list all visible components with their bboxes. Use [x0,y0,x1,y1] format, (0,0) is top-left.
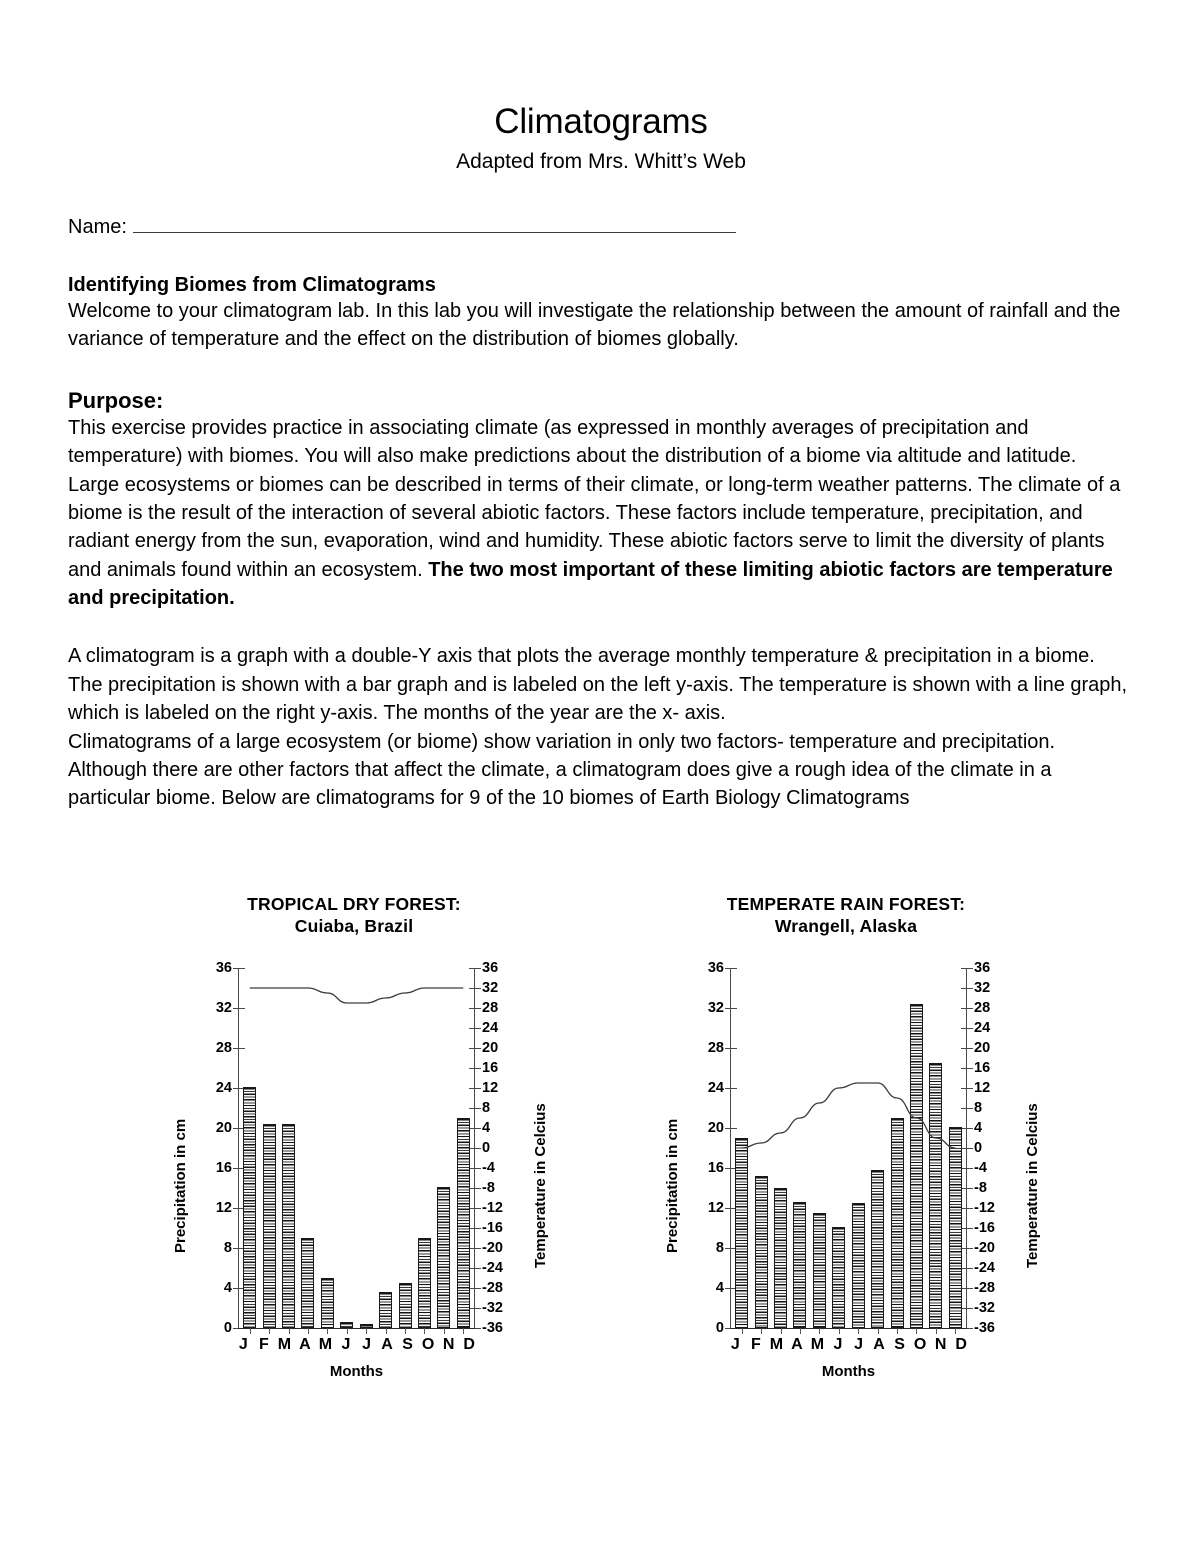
chart-1-left-axis-line [238,968,239,1328]
chart-2-x-tick [916,1328,917,1334]
chart-1-month-label: M [277,1335,292,1353]
purpose-paragraph-2-emphasis: The two most important of these limiting abiotic factors are temperature and precipitation. [68,558,1113,610]
name-label: Name: [68,215,127,238]
chart-1-month-label: A [299,1335,312,1353]
chart-1-x-tick [386,1328,387,1334]
chart-1-x-axis-label: Months [329,1362,384,1380]
chart-1-x-tick [269,1328,270,1334]
chart-2-month-label: N [934,1335,947,1353]
chart-2-plot-area [656,959,1041,1380]
chart-1-y2-tick: 12 [482,1079,499,1096]
chart-1-month-label: N [442,1335,455,1353]
chart-2-y2-tick: -24 [974,1259,995,1276]
name-field-row [68,216,1134,239]
chart-1-y2-tick: -28 [482,1279,503,1296]
chart-1-title [164,893,544,938]
chart-1-x-tick [250,1328,251,1334]
chart-2-y2-tick: -16 [974,1219,995,1236]
chart-1-title-line1: TROPICAL DRY FOREST: [247,894,461,914]
chart-1-x-tick [327,1328,328,1334]
chart-2-y-tick: 16 [707,1159,724,1176]
chart-1-y-tick: 0 [223,1319,232,1336]
chart-2-y-tick: 8 [715,1239,724,1256]
chart-1-x-tick [347,1328,348,1334]
chart-2-y2-tick: -8 [974,1179,987,1196]
chart-2-y2-tick: -36 [974,1319,995,1336]
chart-1-y2-tick: 36 [482,959,499,976]
chart-1-x-tick [366,1328,367,1334]
chart-1-y2-tick: -16 [482,1219,503,1236]
chart-2-month-label: S [894,1335,906,1353]
chart-2-x-tick [819,1328,820,1334]
chart-1-y2-axis-ticks [482,959,524,1336]
climatogram-definition-paragraph: A climatogram is a graph with a double-Y axis that plots the average monthly temperature & precipitation in a biome. The precipitation is shown with a bar graph and is labeled on the left y-axis. The temperature is shown with a line graph, which is labeled on the right y-axis. The months of the year are the x- axis. [68,645,1128,725]
chart-2-month-label: J [833,1335,843,1353]
chart-2-x-tick [761,1328,762,1334]
chart-1-y-tick: 32 [215,999,232,1016]
chart-1-y2-tick: -8 [482,1179,495,1196]
chart-2-y-tick: 32 [707,999,724,1016]
chart-2-title-line1: TEMPERATE RAIN FOREST: [726,894,966,914]
chart-2-y2-tick: -28 [974,1279,995,1296]
purpose-paragraph-2 [68,471,1134,613]
purpose-paragraph-1: This exercise provides practice in associating climate (as expressed in monthly averages of precipitation and temperature) with biomes. You will also make predictions about the distribution of a biome via altitude and latitude. [68,416,1077,468]
chart-1-y2-tick: 8 [482,1099,491,1116]
chart-2-y2-tick: 28 [974,999,991,1016]
chart-2-month-label: F [750,1335,762,1353]
chart-1-y2-tick: 16 [482,1059,499,1076]
chart-1-y2-tick: 24 [482,1019,499,1036]
chart-2-right-axis-line [966,968,967,1328]
chart-2-month-label: D [955,1335,968,1353]
chart-1-y-tick: 16 [215,1159,232,1176]
section-heading-identifying-biomes: Identifying Biomes from Climatograms [68,273,436,296]
chart-1-y2-tick: 0 [482,1139,491,1156]
chart-1-month-label: O [421,1335,435,1353]
chart-1-x-tick [424,1328,425,1334]
chart-1-y-tick: 4 [223,1279,232,1296]
chart-2-month-labels [726,1336,971,1354]
chart-1-x-tick [444,1328,445,1334]
chart-1-x-tick [308,1328,309,1334]
chart-1-right-axis-line [474,968,475,1328]
chart-1-y-tick: 24 [215,1079,232,1096]
climatogram-charts-row [0,893,1200,1380]
chart-1-y2-tick: 28 [482,999,499,1016]
chart-1-y2-tick: 32 [482,979,499,996]
chart-2-baseline [730,1328,967,1329]
chart-1-y-axis-ticks [190,959,232,1336]
page-subtitle: Adapted from Mrs. Whitt’s Web [456,149,746,173]
climatogram-variation-paragraph: Climatograms of a large ecosystem (or biome) show variation in only two factors- temperature and precipitation. Although there are other factors that affect the climate, a climatogram does give a rough idea of the climate in a particular biome. Below are climatograms for 9 of the 10 biomes of Earth Biology Climatograms [68,730,1056,810]
page-title: Climatograms [494,102,708,141]
chart-1-plot-area [164,959,549,1380]
chart-1-month-label: F [258,1335,270,1353]
chart-1-y2-tick: -20 [482,1239,503,1256]
chart-2-y2-tick: 4 [974,1119,983,1136]
chart-1-baseline [238,1328,475,1329]
chart-2-month-label: J [854,1335,864,1353]
chart-2-temperature-line [732,968,965,1328]
chart-2-y2-tick: 20 [974,1039,991,1056]
chart-1-x-tick [405,1328,406,1334]
chart-1-x-tick [289,1328,290,1334]
chart-2-y-axis-label: Precipitation in cm [664,1118,681,1253]
chart-1-y-tick: 8 [223,1239,232,1256]
chart-2-month-label: M [769,1335,784,1353]
chart-2-temperature-path [742,1083,956,1148]
chart-1-y-tick: 36 [215,959,232,976]
chart-1-temperature-line [240,968,473,1328]
chart-1-month-label: J [362,1335,372,1353]
chart-2-y-tick: 36 [707,959,724,976]
chart-2-y-tick: 20 [707,1119,724,1136]
chart-1-month-label: J [341,1335,351,1353]
chart-2-y-tick: 0 [715,1319,724,1336]
chart-1-y-tick: 12 [215,1199,232,1216]
chart-2-month-label: J [730,1335,741,1353]
chart-1-month-label: M [318,1335,333,1353]
chart-1-y2-tick: -24 [482,1259,503,1276]
chart-1-y-tick: 20 [215,1119,232,1136]
chart-2-x-axis-label: Months [821,1362,876,1380]
chart-2-y2-tick: 24 [974,1019,991,1036]
chart-1-title-line2: Cuiaba, Brazil [294,916,414,937]
chart-2-title [656,893,1036,938]
chart-2-left-axis-line [730,968,731,1328]
chart-2-month-label: M [810,1335,825,1353]
chart-1-y2-tick: -36 [482,1319,503,1336]
chart-1-month-label: J [238,1335,249,1353]
chart-2-y2-tick: 8 [974,1099,983,1116]
chart-2-x-tick [781,1328,782,1334]
climatogram-temperate-rain-forest [656,893,1041,1380]
chart-2-y-tick: 4 [715,1279,724,1296]
chart-1-month-label: D [463,1335,476,1353]
chart-1-y2-tick: -32 [482,1299,503,1316]
chart-1-month-labels [234,1336,479,1354]
chart-2-y-tick: 28 [707,1039,724,1056]
chart-2-x-tick [839,1328,840,1334]
chart-2-y-tick: 12 [707,1199,724,1216]
chart-2-y2-axis-label: Temperature in Celcius [1024,1103,1041,1268]
chart-1-y-axis-label: Precipitation in cm [172,1118,189,1253]
purpose-paragraph-2-plain: Large ecosystems or biomes can be described in terms of their climate, or long-term weather patterns. The climate of a biome is the result of the interaction of several abiotic factors. These factors include temperature, precipitation, and radiant energy from the sun, evaporation, wind and humidity. These abiotic factors serve to limit the diversity of plants and animals found within an ecosystem. [68,473,1121,581]
chart-2-month-label: A [873,1335,886,1353]
document-body [68,0,1134,813]
section-heading-purpose: Purpose: [68,387,164,413]
chart-1-month-label: A [381,1335,394,1353]
chart-2-y2-tick: -32 [974,1299,995,1316]
chart-1-y2-tick: -4 [482,1159,495,1176]
chart-1-y2-tick: -12 [482,1199,503,1216]
chart-2-y2-tick: -4 [974,1159,987,1176]
chart-2-month-label: A [791,1335,804,1353]
intro-paragraph: Welcome to your climatogram lab. In this lab you will investigate the relationship between the amount of rainfall and the variance of temperature and the effect on the distribution of biomes globally. [68,299,1121,351]
chart-2-y2-tick: -20 [974,1239,995,1256]
name-input-line[interactable] [133,218,736,233]
chart-2-x-tick [897,1328,898,1334]
chart-2-y-axis-ticks [682,959,724,1336]
chart-2-y2-tick: 0 [974,1139,983,1156]
chart-1-month-label: S [402,1335,414,1353]
chart-2-y2-tick: 32 [974,979,991,996]
chart-2-x-tick [936,1328,937,1334]
chart-1-y2-tick: 4 [482,1119,491,1136]
chart-2-x-tick [742,1328,743,1334]
chart-2-title-line2: Wrangell, Alaska [774,916,918,937]
chart-2-y-tick: 24 [707,1079,724,1096]
climatogram-tropical-dry-forest [164,893,549,1380]
chart-2-y2-tick: 36 [974,959,991,976]
chart-2-y2-tick: 12 [974,1079,991,1096]
chart-2-y2-tick: 16 [974,1059,991,1076]
chart-1-x-tick [463,1328,464,1334]
chart-2-month-label: O [913,1335,927,1353]
chart-2-x-tick [955,1328,956,1334]
chart-2-y2-axis-ticks [974,959,1016,1336]
chart-1-y-tick: 28 [215,1039,232,1056]
chart-2-x-tick [858,1328,859,1334]
chart-2-x-tick [878,1328,879,1334]
chart-2-x-tick [800,1328,801,1334]
chart-1-y2-tick: 20 [482,1039,499,1056]
chart-1-y2-axis-label: Temperature in Celcius [532,1103,549,1268]
chart-1-temperature-path [250,988,464,1003]
chart-2-y2-tick: -12 [974,1199,995,1216]
